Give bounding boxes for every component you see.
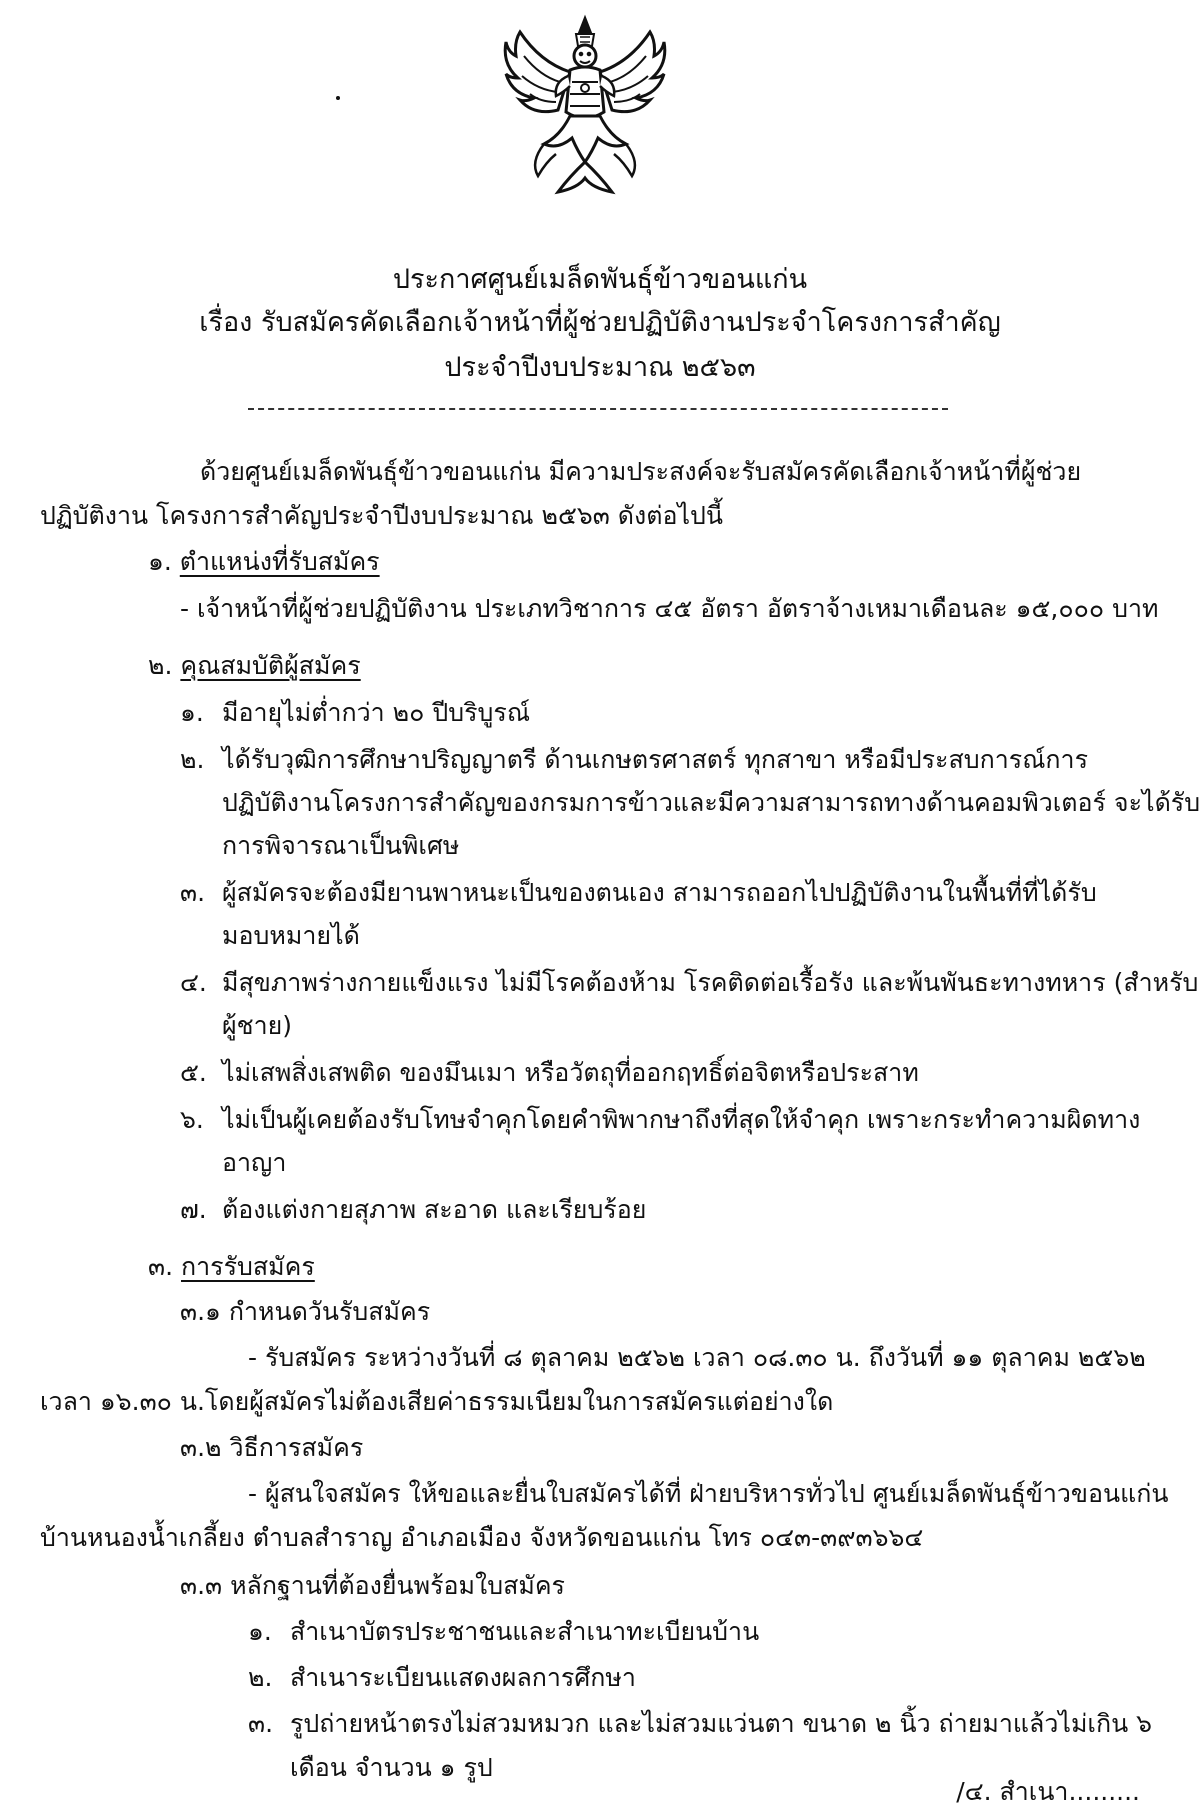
intro-line-2: ปฏิบัติงาน โครงการสำคัญประจำปีงบประมาณ ๒๕๖๓ ดังต่อไปนี้ [40, 501, 724, 530]
subsection-3-1-heading: ๓.๑ กำหนดวันรับสมัคร [180, 1297, 431, 1326]
qualification-text: ได้รับวุฒิการศึกษาปริญญาตรี ด้านเกษตรศาสตร์ ทุกสาขา หรือมีประสบการณ์การ [222, 745, 1089, 774]
application-period-line-2: เวลา ๑๖.๓๐ น.โดยผู้สมัครไม่ต้องเสียค่าธรรมเนียมในการสมัครแต่อย่างใด [40, 1387, 834, 1416]
qualification-number: ๕. [180, 1058, 207, 1087]
document-text: เดือน จำนวน ๑ รูป [290, 1753, 493, 1782]
qualification-text: ผู้ชาย) [222, 1011, 293, 1040]
document-text: รูปถ่ายหน้าตรงไม่สวมหมวก และไม่สวมแว่นตา ขนาด ๒ นิ้ว ถ่ายมาแล้วไม่เกิน ๖ [290, 1709, 1153, 1738]
qualification-text: มีสุขภาพร่างกายแข็งแรง ไม่มีโรคต้องห้าม โรคติดต่อเรื้อรัง และพ้นพันธะทางทหาร (สำหรับ [222, 968, 1199, 997]
announcement-title: ประกาศศูนย์เมล็ดพันธุ์ข้าวขอนแก่น [392, 264, 808, 295]
document-number: ๓. [248, 1709, 274, 1738]
application-method-line-2: บ้านหนองน้ำเกลี้ยง ตำบลสำราญ อำเภอเมือง จังหวัดขอนแก่น โทร ๐๔๓-๓๙๓๖๖๔ [40, 1523, 924, 1552]
scan-dot [336, 96, 340, 100]
qualification-number: ๒. [180, 745, 205, 774]
application-method-line-1: - ผู้สนใจสมัคร ให้ขอและยื่นใบสมัครได้ที่ ฝ่ายบริหารทั่วไป ศูนย์เมล็ดพันธุ์ข้าวขอนแก่น [248, 1479, 1169, 1508]
qualification-text: อาญา [222, 1148, 287, 1177]
qualification-text: ไม่เป็นผู้เคยต้องรับโทษจำคุกโดยคำพิพากษาถึงที่สุดให้จำคุก เพราะกระทำความผิดทาง [222, 1105, 1141, 1134]
document-text: สำเนาบัตรประชาชนและสำเนาทะเบียนบ้าน [290, 1617, 760, 1646]
subsection-3-3-heading: ๓.๓ หลักฐานที่ต้องยื่นพร้อมใบสมัคร [180, 1571, 565, 1600]
document-number: ๒. [248, 1663, 273, 1692]
section-1-item: - เจ้าหน้าที่ผู้ช่วยปฏิบัติงาน ประเภทวิชาการ ๔๕ อัตรา อัตราจ้างเหมาเดือนละ ๑๕,๐๐๐ บาท [180, 594, 1159, 623]
section-2-heading [148, 648, 361, 684]
announcement-subject: เรื่อง รับสมัครคัดเลือกเจ้าหน้าที่ผู้ช่วยปฏิบัติงานประจำโครงการสำคัญ [199, 307, 1001, 338]
qualification-text: การพิจารณาเป็นพิเศษ [222, 831, 460, 860]
qualification-number: ๑. [180, 698, 204, 727]
section-title: ตำแหน่งที่รับสมัคร [179, 547, 380, 576]
qualification-text: มอบหมายได้ [222, 921, 360, 950]
section-3-heading [148, 1249, 315, 1285]
document-number: ๑. [248, 1617, 272, 1646]
section-number: ๓. [148, 1252, 174, 1281]
title-divider [248, 408, 948, 410]
garuda-emblem-icon [500, 12, 670, 202]
section-title: คุณสมบัติผู้สมัคร [180, 651, 361, 680]
section-number: ๑. [148, 547, 172, 576]
qualification-number: ๗. [180, 1195, 207, 1224]
qualification-text: ปฏิบัติงานโครงการสำคัญของกรมการข้าวและมีความสามารถทางด้านคอมพิวเตอร์ จะได้รับ [222, 788, 1200, 817]
qualification-text: ไม่เสพสิ่งเสพติด ของมึนเมา หรือวัตถุที่ออกฤทธิ์ต่อจิตหรือประสาท [222, 1058, 919, 1087]
qualification-text: ต้องแต่งกายสุภาพ สะอาด และเรียบร้อย [222, 1195, 647, 1224]
announcement-fiscal-year: ประจำปีงบประมาณ ๒๕๖๓ [444, 352, 756, 383]
section-1-heading [148, 544, 380, 580]
section-title: การรับสมัคร [181, 1252, 315, 1281]
document-text: สำเนาระเบียนแสดงผลการศึกษา [290, 1663, 636, 1692]
qualification-number: ๖. [180, 1105, 204, 1134]
qualification-number: ๓. [180, 878, 206, 907]
qualification-text: มีอายุไม่ต่ำกว่า ๒๐ ปีบริบูรณ์ [222, 698, 531, 727]
qualification-text: ผู้สมัครจะต้องมียานพาหนะเป็นของตนเอง สามารถออกไปปฏิบัติงานในพื้นที่ที่ได้รับ [222, 878, 1097, 907]
subsection-3-2-heading: ๓.๒ วิธีการสมัคร [180, 1433, 364, 1462]
section-number: ๒. [148, 651, 173, 680]
intro-line-1: ด้วยศูนย์เมล็ดพันธุ์ข้าวขอนแก่น มีความประสงค์จะรับสมัครคัดเลือกเจ้าหน้าที่ผู้ช่วย [200, 457, 1082, 486]
page-continuation: /๔. สำเนา......... [956, 1777, 1140, 1806]
qualification-number: ๔. [180, 968, 207, 997]
application-period-line-1: - รับสมัคร ระหว่างวันที่ ๘ ตุลาคม ๒๕๖๒ เวลา ๐๘.๓๐ น. ถึงวันที่ ๑๑ ตุลาคม ๒๕๖๒ [248, 1343, 1146, 1372]
